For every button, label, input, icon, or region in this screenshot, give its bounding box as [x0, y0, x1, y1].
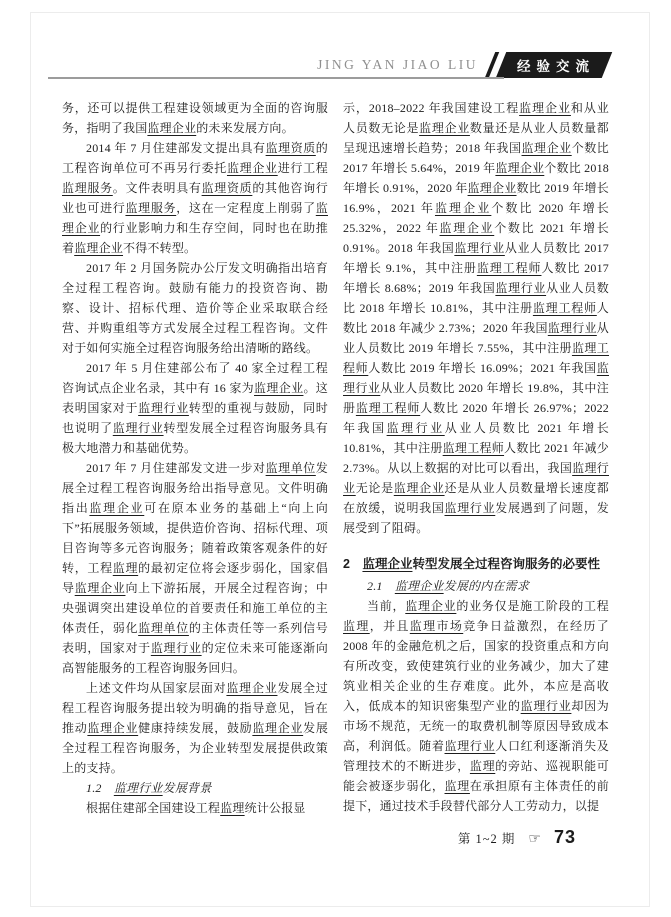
article-body — [62, 98, 609, 818]
issue-label: 第 1~2 期 — [457, 832, 516, 846]
section-heading-2: 2 监理企业转型发展全过程咨询服务的必要性 — [343, 557, 600, 571]
section-badge — [496, 52, 613, 78]
page-footer — [458, 827, 576, 848]
left-column — [62, 98, 328, 818]
paragraph: 根据住建部全国建设工程监理统计公报显 — [86, 801, 306, 815]
paragraph: 示，2018–2022 年我国建设工程监理企业和从业人员数无论是监理企业数量还是从业人员数量都呈现迅速增长趋势；2018 年我国监理企业个数比 2017 年增长 5.64%，2019 年监理企业个数比 2018 年增长 0.91%，2020 年监理企业数比 2019 年增长 16.9%，2021 年监理企业个数比 2020 年增长 25.32%，2022 年监理企业个数比 2021 年增长 0.91%。2018 年我国监理行业从业人员数比 2017 年增长 9.1%，其中注册监理工程师人数比 2017 年增长 8.68%；2019 年我国监理行业从业人员数比 2018 年增长 10.81%，其中注册监理工程师人数比 2018 年减少 2.73%；2020 年我国监理行业从业人员数比 2019 年增长 7.55%，其中注册监理工程师人数比 2019 年增长 16.09%；2021 年我国监理行业从业人员数比 2020 年增长 19.8%，其中注册监理工程师人数比 2020 年增长 26.97%；2022 年我国监理行业从业人员数比 2021 年增长 10.81%，其中注册监理工程师人数比 2021 年减少 2.73%。从以上数据的对比可以看出，我国监理行业无论是监理企业还是从业人员数量增长速度都在放缓，说明我国监理行业发展遇到了问题，发展受到了阻碍。 — [343, 101, 610, 535]
page-header — [317, 52, 607, 78]
subsection-heading-2-1: 2.1 监理企业发展的内在需求 — [367, 579, 530, 593]
paragraph: 当前，监理企业的业务仅是施工阶段的工程监理，并且监理市场竞争日益激烈，在经历了 2008 年的金融危机之后，国家的投资重点和方向有所改变，致使建筑行业的业务减少，加大了建筑业相关企业的生存难度。此外，本应是高收入，低成本的知识密集型产业的监理行业却因为市场不规范，无统一的取费机制等原因导致成本高，利润低。随着监理行业人口红利逐渐消失及管理技术的不断进步，监理的旁站、巡视职能可能会被逐步弱化，监理在承担原有主体责任的前提下，通过技术手段替代部分人工劳动力，以提 — [343, 599, 609, 813]
header-rule — [48, 77, 504, 79]
paragraph: 2014 年 7 月住建部发文提出具有监理资质的工程咨询单位可不再另行委托监理企业进行工程监理服务。文件表明具有监理资质的其他咨询行业也可进行监理服务，这在一定程度上削弱了监理企业的行业影响力和生存空间，同时也在助推着监理企业不得不转型。 — [62, 141, 329, 255]
paragraph: 2017 年 2 月国务院办公厅发文明确指出培育全过程工程咨询。鼓励有能力的投资咨询、勘察、设计、招标代理、造价等企业采取联合经营、并购重组等方式发展全过程工程咨询。文件对于如何实施全过程咨询服务给出清晰的路线。 — [62, 261, 328, 355]
journal-name-pinyin: JING YAN JIAO LIU — [317, 57, 478, 72]
section-badge-label: 经验交流 — [517, 59, 595, 74]
paragraph: 务，还可以提供工程建设领域更为全面的咨询服务，指明了我国监理企业的未来发展方向。 — [62, 101, 328, 135]
pointing-hand-icon: ☞ — [528, 831, 541, 847]
right-column — [343, 98, 609, 818]
subsection-heading-1-2: 1.2 监理行业发展背景 — [86, 781, 212, 795]
page-number: 73 — [553, 827, 576, 847]
paragraph: 2017 年 5 月住建部公布了 40 家全过程工程咨询试点企业名录，其中有 16 家为监理企业。这表明国家对于监理行业转型的重视与鼓励，同时也说明了监理行业转型发展全过程咨询服务具有极大地潜力和基础优势。 — [62, 361, 328, 455]
paragraph: 2017 年 7 月住建部发文进一步对监理单位发展全过程工程咨询服务给出指导意见。文件明确指出监理企业可在原本业务的基础上“向上向下”拓展服务领域，提供造价咨询、招标代理、项目咨询等多元咨询服务；随着政策客观条件的好转，工程监理的最初定位将会逐步弱化，国家倡导监理企业向上下游拓展，开展全过程咨询；中央强调突出建设单位的首要责任和施工单位的主体责任，弱化监理单位的主体责任等一系列信号表明，国家对于监理行业的定位未来可能逐渐向高智能服务的工程咨询服务回归。 — [62, 461, 329, 675]
paragraph: 上述文件均从国家层面对监理企业发展全过程工程咨询服务提出较为明确的指导意见，旨在推动监理企业健康持续发展，鼓励监理企业发展全过程工程咨询服务，为企业转型发展提供政策上的支持。 — [62, 681, 329, 775]
